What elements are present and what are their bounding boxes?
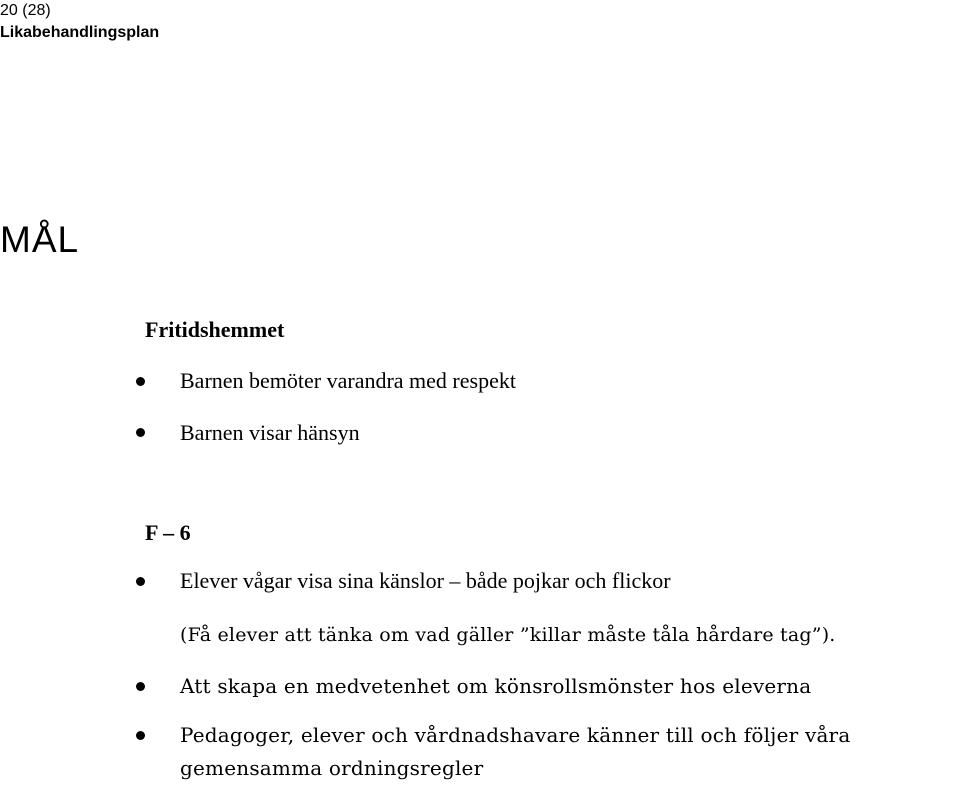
bullet-icon: [136, 577, 145, 586]
main-heading: MÅL: [0, 219, 80, 260]
document-title: Likabehandlingsplan: [0, 24, 160, 41]
section-heading-f-6: F – 6: [145, 520, 191, 545]
bullet-icon: [136, 428, 145, 437]
section-heading-fritidshemmet: Fritidshemmet: [145, 317, 285, 342]
bullet-icon: [136, 682, 145, 691]
list-item: Barnen bemöter varandra med respekt: [180, 368, 516, 393]
bullet-icon: [136, 731, 145, 740]
list-item: Pedagoger, elever och vårdnadshavare känner till och följer våra gemensamma ordningsregler: [180, 723, 851, 780]
list-item: Att skapa en medvetenhet om könsrollsmönster hos eleverna: [180, 674, 812, 698]
bullet-icon: [136, 377, 145, 386]
list-item: Barnen visar hänsyn: [180, 420, 360, 445]
list-item-note: (Få elever att tänka om vad gäller ”killar måste tåla hårdare tag”).: [180, 624, 836, 646]
page-number: 20 (28): [0, 2, 51, 19]
list-item: Elever vågar visa sina känslor – både pojkar och flickor: [180, 568, 671, 593]
page-header: [0, 0, 159, 44]
